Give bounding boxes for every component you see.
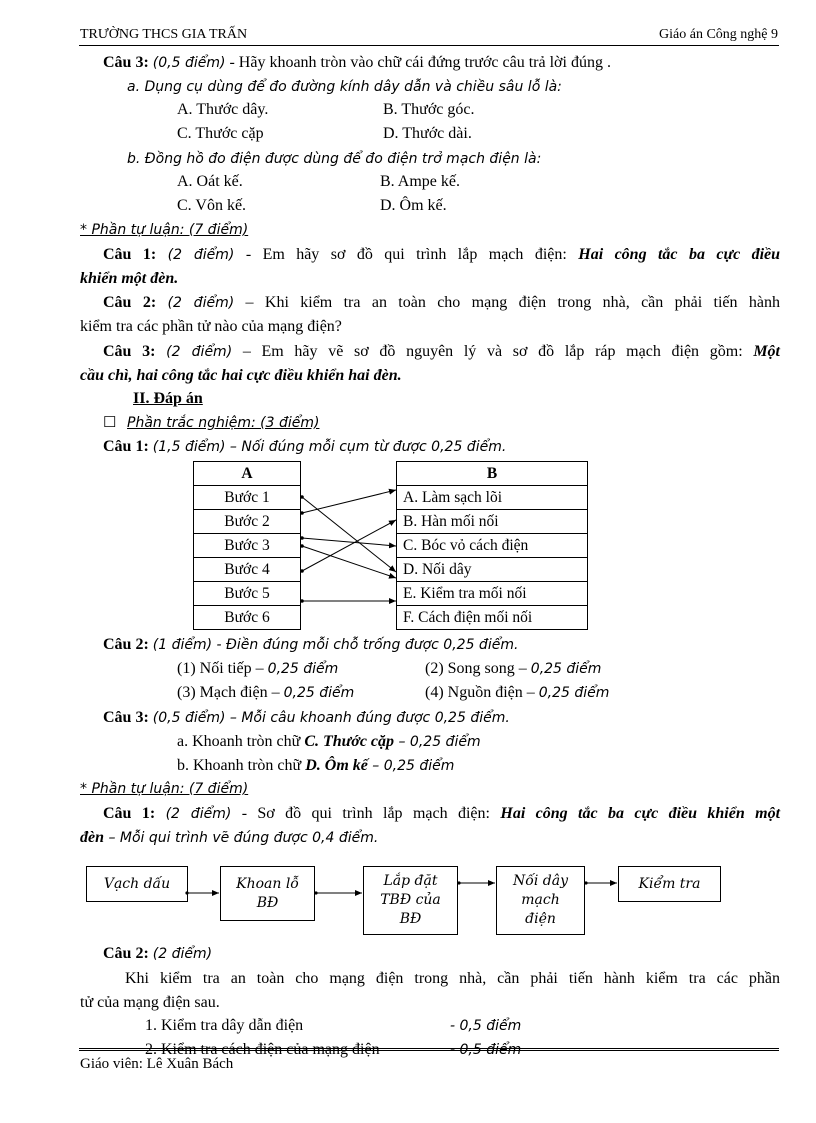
- step-cell: Bước 1: [194, 486, 301, 510]
- task-cell: E. Kiểm tra mối nối: [397, 582, 588, 606]
- essay-q3-points: (2 điểm): [166, 344, 233, 360]
- essay-q1-bold1: Hai công tắc ba cực điều: [578, 246, 781, 263]
- essay-q2-line2: kiểm tra các phần tử nào của mạng điện?: [80, 318, 342, 335]
- e2-item-1: 1. Kiểm tra dây dẫn điện: [145, 1017, 304, 1034]
- qa-opt-b: B. Thước góc.: [383, 101, 475, 118]
- e2-item-1-pts: - 0,5 điểm: [450, 1018, 522, 1034]
- header-school: TRƯỜNG THCS GIA TRẤN: [80, 27, 248, 42]
- q3-points: (0,5 điểm): [152, 55, 226, 71]
- a2-item-2: (2) Song song – 0,25 điểm: [425, 660, 602, 677]
- e2-label: Câu 2:: [103, 945, 149, 962]
- answers-heading: II. Đáp án: [133, 390, 203, 407]
- step-cell: Bước 4: [194, 558, 301, 582]
- essay-q1-bold2: khiển một đèn.: [80, 270, 179, 287]
- step-cell: Bước 5: [194, 582, 301, 606]
- checkbox-icon: ☐: [103, 415, 117, 431]
- a1-label: Câu 1:: [103, 438, 149, 455]
- essay-q1-label: Câu 1:: [103, 246, 157, 263]
- essay-q3-text1: – Em hãy vẽ sơ đồ nguyên lý và sơ đồ lắp ráp mạch điện gồm:: [232, 343, 754, 360]
- q3-text: - Hãy khoanh tròn vào chữ cái đứng trước câu trả lời đúng .: [225, 54, 611, 71]
- e1-bold2: đèn: [80, 829, 104, 846]
- mc-heading: Phần trắc nghiệm: (3 điểm): [127, 415, 320, 431]
- col-b-header: B: [397, 462, 588, 486]
- a2-label: Câu 2:: [103, 636, 149, 653]
- task-cell: F. Cách điện mối nối: [397, 606, 588, 630]
- e1-bold1: Hai công tắc ba cực điều khiển một: [500, 805, 781, 822]
- qb-opt-c: C. Vôn kế.: [177, 197, 247, 214]
- footer-rule: [79, 1048, 779, 1051]
- e1-tail: – Mỗi qui trình vẽ đúng được 0,4 điểm.: [104, 830, 379, 846]
- qb-prompt: b. Đồng hồ đo điện được dùng để đo điện trở mạch điện là:: [127, 151, 542, 167]
- a2-item-3: (3) Mạch điện – 0,25 điểm: [177, 684, 355, 701]
- step-cell: Bước 6: [194, 606, 301, 630]
- q3-label: Câu 3:: [103, 54, 149, 71]
- essay-q3-bold1: Một: [753, 343, 780, 360]
- col-a-header: A: [194, 462, 301, 486]
- a2-item-1: (1) Nối tiếp – 0,25 điểm: [177, 660, 339, 677]
- flow-step-5: Kiểm tra: [618, 866, 721, 902]
- essay-q2-label: Câu 2:: [103, 294, 157, 311]
- step-cell: Bước 3: [194, 534, 301, 558]
- task-cell: D. Nối dây: [397, 558, 588, 582]
- essay-heading: * Phần tự luận: (7 điểm): [80, 222, 249, 238]
- task-cell: A. Làm sạch lõi: [397, 486, 588, 510]
- e1-points: (2 điểm): [165, 806, 232, 822]
- qa-opt-d: D. Thước dài.: [383, 125, 472, 142]
- e1-label: Câu 1:: [103, 805, 156, 822]
- a3-item-b: b. Khoanh tròn chữ D. Ôm kế – 0,25 điểm: [177, 757, 455, 774]
- qb-opt-b: B. Ampe kế.: [380, 173, 460, 190]
- e2-line: [103, 945, 212, 963]
- e2-item-2: 2. Kiểm tra cách điện của mạng điện: [145, 1041, 380, 1058]
- qa-opt-a: A. Thước dây.: [177, 101, 269, 118]
- step-cell: Bước 2: [194, 510, 301, 534]
- a2-text: (1 điểm) - Điền đúng mỗi chỗ trống được 0,25 điểm.: [152, 637, 519, 653]
- essay-q2-points: (2 điểm): [167, 295, 235, 311]
- header-subject: Giáo án Công nghệ 9: [659, 27, 778, 42]
- qa-opt-c: C. Thước cặp: [177, 125, 264, 142]
- a1-text: (1,5 điểm) – Nối đúng mỗi cụm từ được 0,25 điểm.: [152, 439, 507, 455]
- qa-prompt: a. Dụng cụ dùng để đo đường kính dây dẫn và chiều sâu lỗ là:: [127, 79, 562, 95]
- flow-step-4: Nối dây mạch điện: [496, 866, 585, 935]
- qb-opt-a: A. Oát kế.: [177, 173, 243, 190]
- e2-body1: Khi kiểm tra an toàn cho mạng điện trong nhà, cần phải tiến hành kiểm tra các phần: [125, 970, 780, 987]
- e1-text: - Sơ đồ qui trình lắp mạch điện:: [231, 805, 501, 822]
- a3-item-a: a. Khoanh tròn chữ C. Thước cặp – 0,25 điểm: [177, 733, 481, 750]
- flow-step-2: Khoan lỗ BĐ: [220, 866, 315, 921]
- task-cell: B. Hàn mối nối: [397, 510, 588, 534]
- qb-opt-d: D. Ôm kế.: [380, 197, 447, 214]
- e2-points: (2 điểm): [152, 946, 213, 962]
- task-cell: C. Bóc vỏ cách điện: [397, 534, 588, 558]
- a3-text: (0,5 điểm) – Mỗi câu khoanh đúng được 0,25 điểm.: [152, 710, 510, 726]
- a2-item-4: (4) Nguồn điện – 0,25 điểm: [425, 684, 610, 701]
- a3-label: Câu 3:: [103, 709, 149, 726]
- flow-step-1: Vạch dấu: [86, 866, 188, 902]
- answers-essay-heading: * Phần tự luận: (7 điểm): [80, 781, 249, 797]
- footer-teacher: Giáo viên: Lê Xuân Bách: [80, 1056, 234, 1072]
- e2-item-2-pts: - 0,5 điểm: [450, 1042, 522, 1058]
- essay-q2-text1: – Khi kiểm tra an toàn cho mạng điện trong nhà, cần phải tiến hành: [234, 294, 780, 311]
- essay-q3-bold2: cầu chì, hai công tắc hai cực điều khiển hai đèn.: [80, 367, 402, 384]
- flow-step-3: Lắp đặt TBĐ của BĐ: [363, 866, 458, 935]
- essay-q1-text: - Em hãy sơ đồ qui trình lắp mạch điện:: [234, 246, 579, 263]
- e2-body2: tử của mạng điện sau.: [80, 994, 220, 1011]
- essay-q3-label: Câu 3:: [103, 343, 156, 360]
- essay-q1-points: (2 điểm): [167, 247, 235, 263]
